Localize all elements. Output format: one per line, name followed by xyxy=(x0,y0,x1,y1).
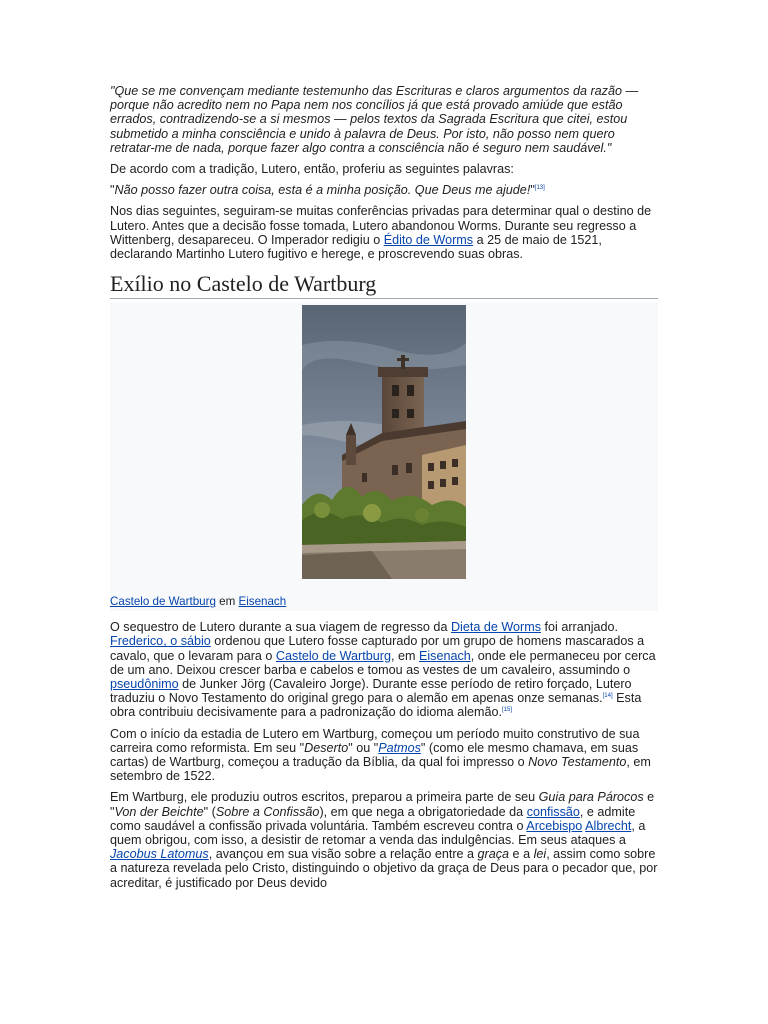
writings-text-5: , e admite como saudável a confissão privada voluntária. Também escreveu contra o xyxy=(110,804,636,833)
reference-13[interactable] xyxy=(535,185,545,191)
wartburg-italic-deserto: Deserto xyxy=(304,740,349,755)
caption-text-em: em xyxy=(215,595,239,609)
writings-text-8: , avançou em sua visão sobre a relação entre a xyxy=(208,847,478,862)
reference-link-13[interactable]: [13] xyxy=(534,185,545,192)
link-edito-de-worms[interactable]: Édito de Worms xyxy=(383,232,474,247)
kidnap-text-4: , em xyxy=(390,648,419,663)
link-eisenach[interactable]: Eisenach xyxy=(418,648,471,663)
writings-italic-sobre-a-confissao: Sobre a Confissão xyxy=(215,804,320,819)
kidnap-text-3: ordenou que Lutero fosse capturado por um grupo de homens mascarados a cavalo, que o levaram para o xyxy=(110,634,645,663)
kidnap-text-1: O sequestro de Lutero durante a sua viagem de regresso da xyxy=(110,620,451,635)
wartburg-castle-image[interactable] xyxy=(302,305,466,579)
link-jacobus-latomus-text[interactable]: Jacobus Latomus xyxy=(110,847,209,862)
tradition-line: De acordo com a tradição, Lutero, então, proferiu as seguintes palavras: xyxy=(110,162,514,177)
castle-figure xyxy=(110,302,658,611)
link-dieta-de-worms[interactable]: Dieta de Worms xyxy=(450,620,542,635)
reference-link-15[interactable]: [15] xyxy=(502,707,513,714)
reference-link-14[interactable]: [14] xyxy=(602,693,613,700)
wartburg-text-4: , em setembro de 1522. xyxy=(110,755,651,784)
wartburg-italic-novo-testamento: Novo Testamento xyxy=(528,755,627,770)
wartburg-text-3: " (como ele mesmo chamava, em suas cartas) de Wartburg, começou a tradução da Bíblia, da qual foi impresso o xyxy=(110,740,639,770)
luther-quote xyxy=(110,84,658,155)
article-content xyxy=(110,84,658,897)
famous-quote-text: Não posso fazer outra coisa, esta é a minha posição. Que Deus me ajude! xyxy=(114,183,531,198)
caption-link-castelo[interactable]: Castelo de Wartburg xyxy=(110,595,216,609)
link-castelo-de-wartburg[interactable]: Castelo de Wartburg xyxy=(275,648,391,663)
kidnap-text-2: foi arranjado. xyxy=(541,620,619,635)
writings-text-7: , a quem obrigou, com isso, a desistir de retomar a venda das indulgências. Em seus ataques a xyxy=(110,818,646,848)
reference-14[interactable] xyxy=(603,693,613,699)
quote-mark-open: " xyxy=(110,183,115,198)
figure-caption xyxy=(110,595,286,609)
link-confissao[interactable]: confissão xyxy=(526,804,580,819)
days-text-2: a 25 de maio de 1521, declarando Martinho Lutero fugitivo e herege, e proscrevendo suas obras. xyxy=(110,232,602,262)
kidnap-text-7: Esta obra contribuiu decisivamente para a padronização do idioma alemão. xyxy=(110,691,642,720)
writings-text-2: e " xyxy=(110,790,655,819)
caption-link-eisenach[interactable]: Eisenach xyxy=(238,595,287,609)
days-text-1: Nos dias seguintes, seguiram-se muitas conferências privadas para determinar qual o destino de Lutero. Antes que a decisão fosse tomada, Lutero abandonou Worms. Durante seu regresso a Wittenberg, desapareceu. O Imperador redigiu o xyxy=(110,204,652,247)
days-paragraph xyxy=(110,204,658,261)
wartburg-text-1: Com o início da estadia de Lutero em Wartburg, começou um período muito construtivo de sua carreira como reformista. Em seu " xyxy=(110,726,640,755)
writings-paragraph xyxy=(110,790,658,889)
kidnap-text-5: , onde ele permaneceu por cerca de um ano. Deixou crescer barba e cabelos e tomou as vestes de um cavaleiro, assumindo o xyxy=(110,648,656,677)
link-albrecht[interactable]: Albrecht xyxy=(585,818,632,833)
link-arcebispo[interactable]: Arcebispo xyxy=(526,818,583,833)
reference-15[interactable] xyxy=(502,707,512,713)
writings-text-1: Em Wartburg, ele produziu outros escritos, preparou a primeira parte de seu xyxy=(110,790,539,805)
writings-text-10: , assim como sobre a natureza revelada pelo Cristo, distinguindo o objetivo da graça de Deus para o pecador que, por acreditar, é justificado por Deus devido xyxy=(110,847,658,890)
section-heading: Exílio no Castelo de Wartburg xyxy=(110,271,658,299)
writings-text-3: " ( xyxy=(203,804,216,819)
wartburg-paragraph xyxy=(110,727,658,784)
quote-mark-close: " xyxy=(530,183,535,198)
wartburg-text-2: " ou " xyxy=(348,740,379,755)
link-frederico-o-sabio[interactable]: Frederico, o sábio xyxy=(110,634,211,649)
writings-italic-guia: Guia para Párocos xyxy=(538,790,644,805)
luther-quote-text: "Que se me convençam mediante testemunho das Escrituras e claros argumentos da razão — porque não acredito nem no Papa nem nos concílios já que está provado amiúde que estão errados, contradizendo-se a si mesmos — pelos textos da Sagrada Escritura que citei, estou submetido a minha consciência e unido à palavra de Deus. Por isto, não posso nem quero retratar-me de nada, porque fazer algo contra a consciência não é seguro nem saudável." xyxy=(110,84,639,155)
kidnap-paragraph xyxy=(110,620,658,719)
link-pseudonimo[interactable]: pseudônimo xyxy=(110,677,179,692)
writings-italic-lei: lei xyxy=(533,847,547,862)
writings-text-9: e a xyxy=(509,847,534,862)
link-patmos-text[interactable]: Patmos xyxy=(378,740,421,755)
link-patmos[interactable] xyxy=(378,741,421,755)
link-jacobus-latomus[interactable] xyxy=(110,847,209,861)
writings-text-4: ), em que nega a obrigatoriedade da xyxy=(319,804,527,819)
writings-italic-graca: graça xyxy=(477,847,510,862)
kidnap-text-6: de Junker Jörg (Cavaleiro Jorge). Durante esse período de retiro forçado, Lutero traduziu o Novo Testamento do original grego para o alemão em apenas onze semanas. xyxy=(110,677,632,706)
famous-quote xyxy=(110,183,658,197)
writings-italic-von-der-beichte: Von der Beichte xyxy=(114,804,204,819)
